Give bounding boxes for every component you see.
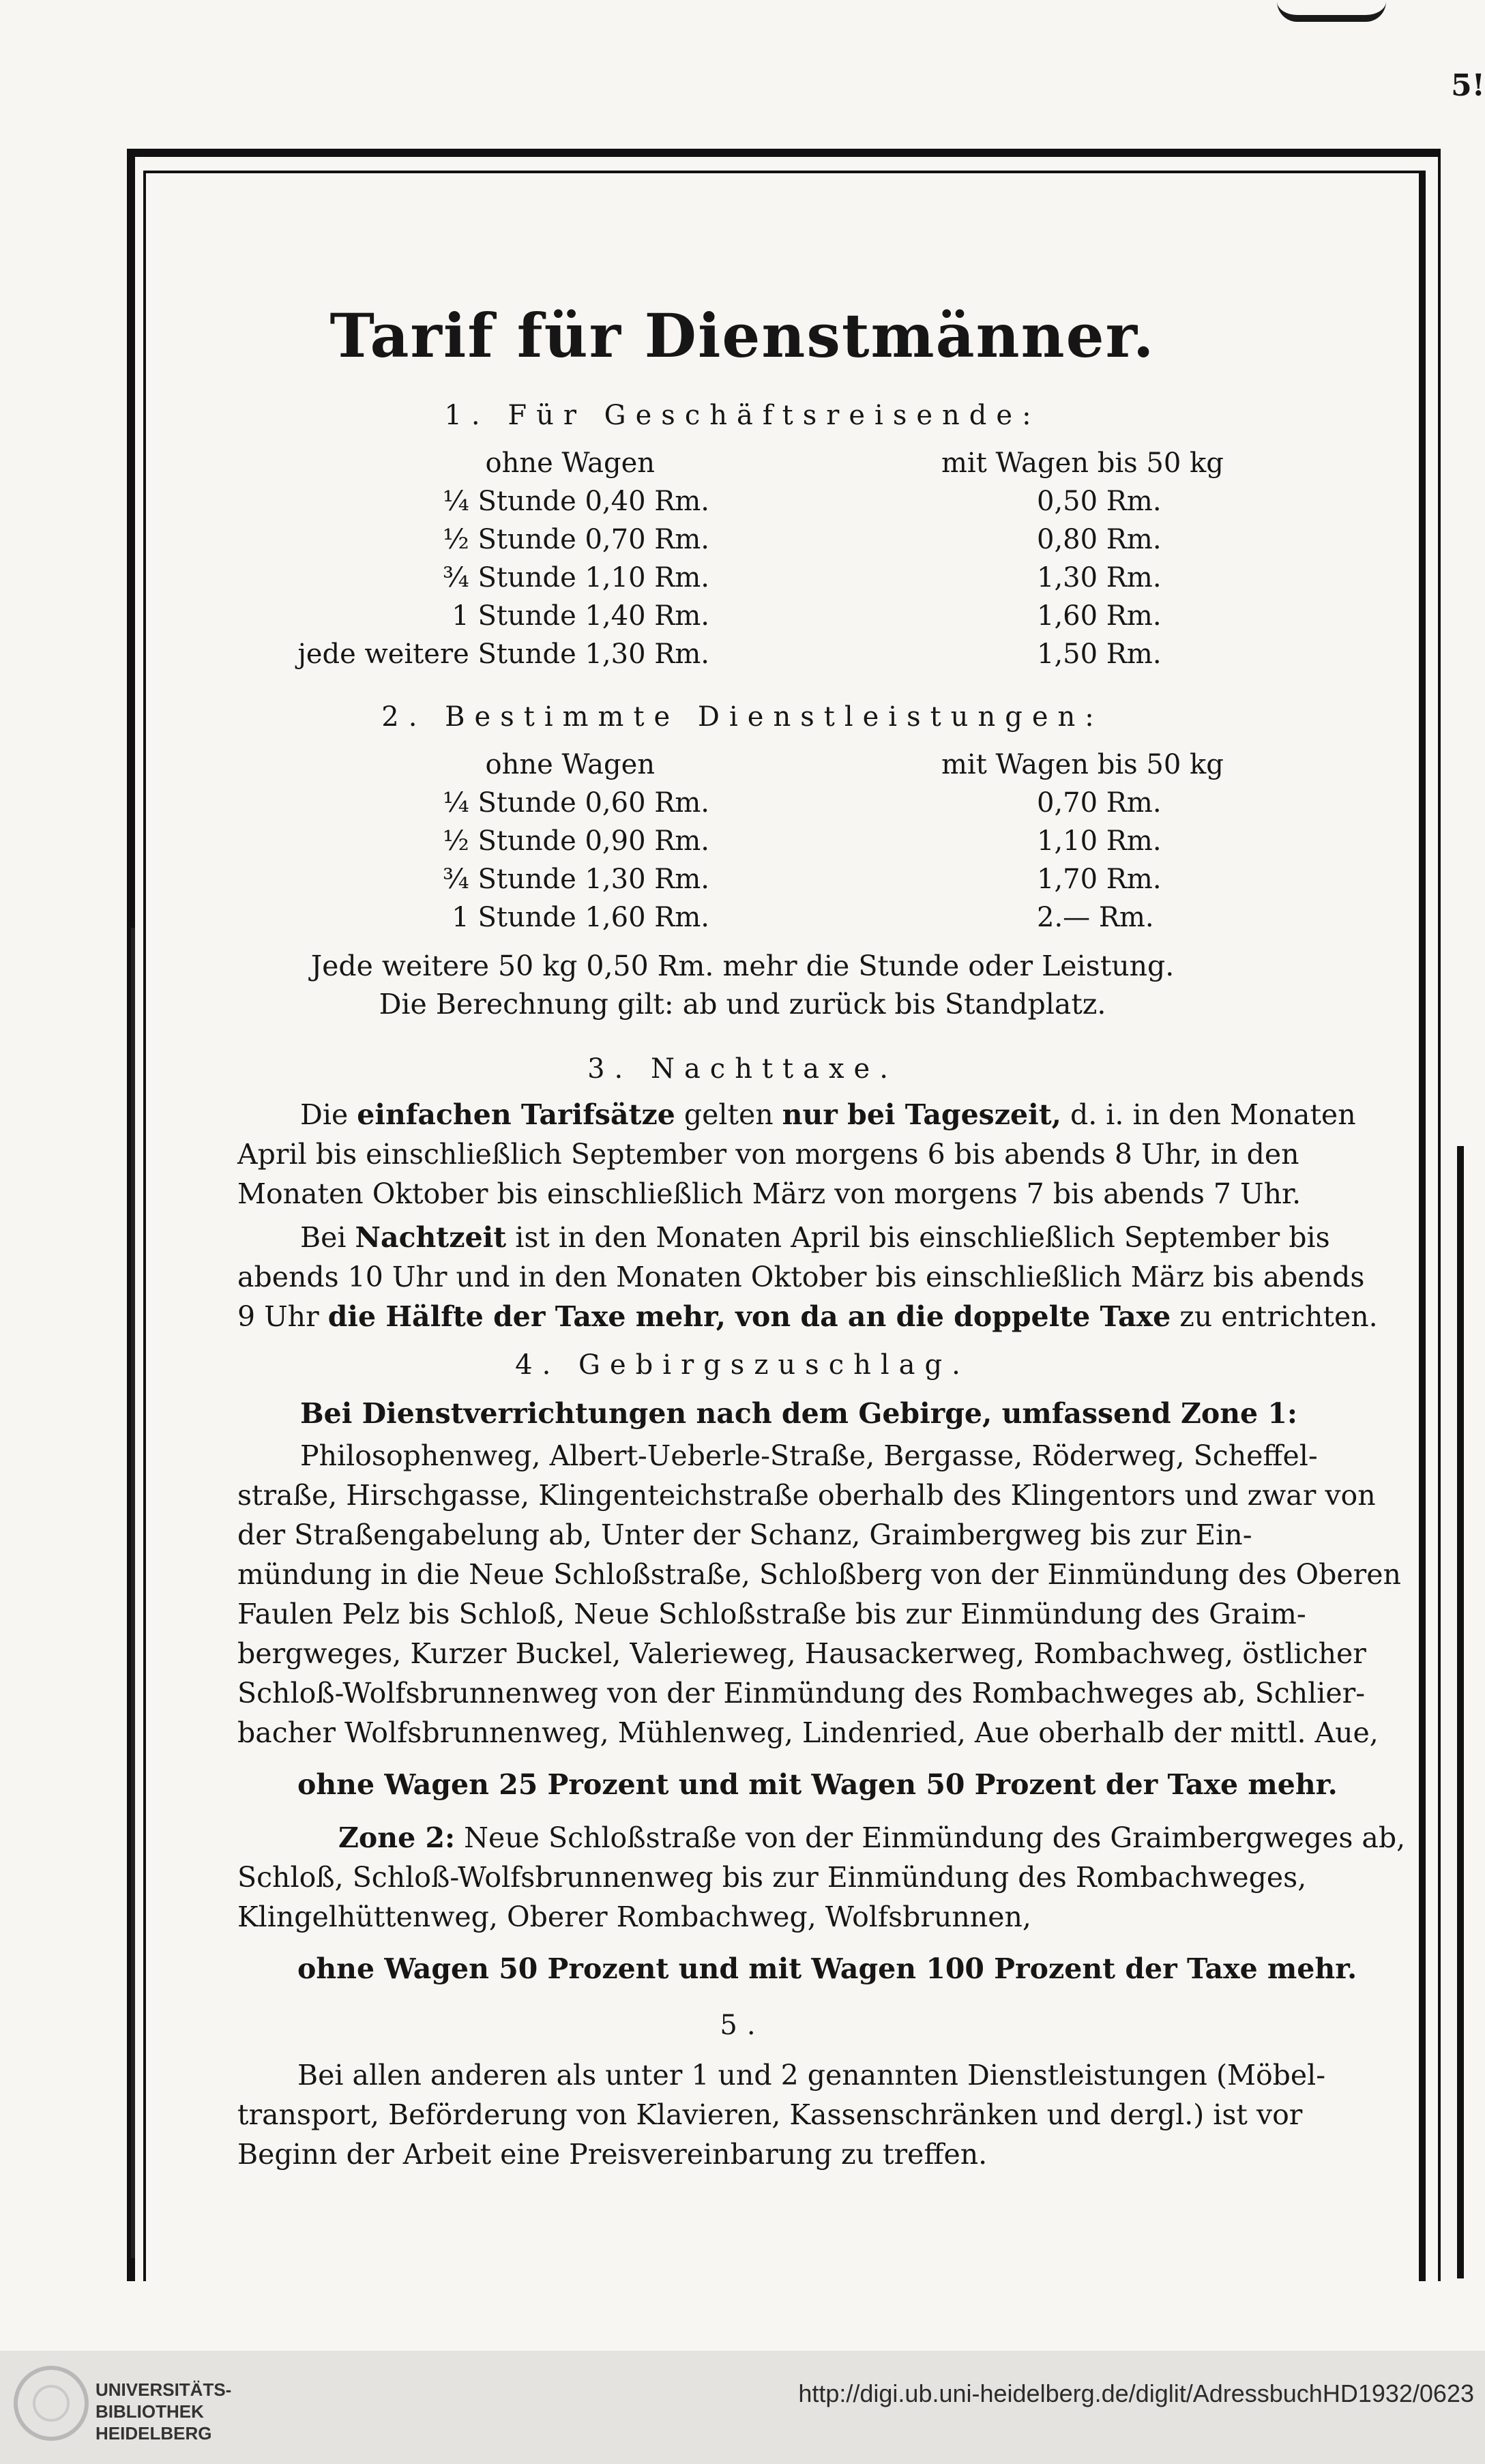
section2-row-right: 2.— Rm. bbox=[1037, 902, 1154, 933]
section1-row-left: jede weitere Stunde 1,30 Rm. bbox=[297, 639, 709, 670]
text-span: 9 Uhr bbox=[237, 1300, 328, 1333]
section2-row-left: ¼ Stunde 0,60 Rm. bbox=[442, 787, 709, 819]
section1-left-header: ohne Wagen bbox=[485, 448, 655, 479]
emphasis: Nachtzeit bbox=[355, 1221, 507, 1254]
zone1-surcharge: ohne Wagen 25 Prozent und mit Wagen 50 Prozent der Taxe mehr. bbox=[297, 1768, 1338, 1801]
section1-heading: 1. Für Geschäftsreisende: bbox=[444, 400, 1041, 431]
section1-row-right: 1,30 Rm. bbox=[1037, 562, 1162, 593]
section1-row-right: 0,80 Rm. bbox=[1037, 524, 1162, 555]
emphasis: einfachen Tarifsätze bbox=[357, 1098, 675, 1131]
text-span: zu entrichten. bbox=[1171, 1300, 1378, 1333]
section2-row-left: ½ Stunde 0,90 Rm. bbox=[442, 825, 709, 857]
section2-row-right: 1,70 Rm. bbox=[1037, 864, 1162, 895]
zone2-label: Zone 2: bbox=[338, 1821, 456, 1854]
section2-row-left: ¾ Stunde 1,30 Rm. bbox=[442, 864, 709, 895]
library-logo bbox=[14, 2366, 89, 2441]
paragraph-line: Monaten Oktober bis einschließlich März von morgens 7 bis abends 7 Uhr. bbox=[237, 1177, 1302, 1210]
zone1-line: mündung in die Neue Schloßstraße, Schloßberg von der Einmündung des Oberen bbox=[237, 1558, 1401, 1591]
page-number: 5! bbox=[1451, 68, 1485, 103]
section2-right-header: mit Wagen bis 50 kg bbox=[941, 749, 1224, 780]
zone1-line: Philosophenweg, Albert-Ueberle-Straße, Bergasse, Röderweg, Scheffel- bbox=[300, 1439, 1318, 1472]
section1-row-right: 1,50 Rm. bbox=[1037, 639, 1162, 670]
paragraph-line bbox=[338, 1821, 1405, 1854]
text-span: Bei bbox=[300, 1221, 355, 1254]
zone1-line: straße, Hirschgasse, Klingenteichstraße oberhalb des Klingentors und zwar von bbox=[237, 1479, 1376, 1512]
section2-row-right: 0,70 Rm. bbox=[1037, 787, 1162, 819]
section5-heading: 5. bbox=[720, 2010, 765, 2041]
section5-line: Bei allen anderen als unter 1 und 2 genannten Dienstleistungen (Möbel- bbox=[297, 2059, 1326, 2092]
section1-row-right: 1,60 Rm. bbox=[1037, 600, 1162, 632]
zone1-line: Faulen Pelz bis Schloß, Neue Schloßstraße bis zur Einmündung des Graim- bbox=[237, 1598, 1306, 1630]
section1-row-left: ¼ Stunde 0,40 Rm. bbox=[442, 486, 709, 517]
section3-heading: 3. Nachttaxe. bbox=[587, 1053, 898, 1085]
frame-right-bar bbox=[1457, 1146, 1464, 2278]
section1-row-left: 1 Stunde 1,40 Rm. bbox=[452, 600, 709, 632]
logo-text: UNIVERSITÄTS- bbox=[95, 2379, 232, 2400]
section2-note: Jede weitere 50 kg 0,50 Rm. mehr die Stunde oder Leistung. bbox=[310, 950, 1175, 982]
zone2-line: Klingelhüttenweg, Oberer Rombachweg, Wolfsbrunnen, bbox=[237, 1901, 1031, 1933]
text-span: Neue Schloßstraße von der Einmündung des Graimbergweges ab, bbox=[455, 1821, 1406, 1854]
logo-text: HEIDELBERG bbox=[95, 2423, 212, 2444]
paragraph-line: abends 10 Uhr und in den Monaten Oktober bis einschließlich März bis abends bbox=[237, 1261, 1365, 1293]
section5-line: transport, Beförderung von Klavieren, Kassenschränken und dergl.) ist vor bbox=[237, 2098, 1303, 2131]
emphasis: die Hälfte der Taxe mehr, von da an die doppelte Taxe bbox=[327, 1300, 1171, 1333]
section2-note: Die Berechnung gilt: ab und zurück bis Standplatz. bbox=[379, 988, 1106, 1021]
paragraph-line bbox=[300, 1221, 1330, 1254]
zone1-heading: Bei Dienstverrichtungen nach dem Gebirge, umfassend Zone 1: bbox=[300, 1397, 1298, 1430]
page-title: Tarif für Dienstmänner. bbox=[329, 300, 1156, 371]
corner-mark bbox=[1277, 0, 1386, 22]
text-span: d. i. in den Monaten bbox=[1061, 1098, 1356, 1131]
text-span: Die bbox=[300, 1098, 357, 1131]
emphasis: nur bei Tageszeit, bbox=[782, 1098, 1061, 1131]
section2-row-left: 1 Stunde 1,60 Rm. bbox=[452, 902, 709, 933]
zone2-line: Schloß, Schloß-Wolfsbrunnenweg bis zur Einmündung des Rombachweges, bbox=[237, 1861, 1307, 1894]
frame-left-bar bbox=[131, 928, 135, 2258]
zone1-line: Schloß-Wolfsbrunnenweg von der Einmündung des Rombachweges ab, Schlier- bbox=[237, 1677, 1366, 1710]
paragraph-line bbox=[300, 1098, 1356, 1131]
paragraph-line: April bis einschließlich September von morgens 6 bis abends 8 Uhr, in den bbox=[237, 1138, 1299, 1171]
zone1-line: bacher Wolfsbrunnenweg, Mühlenweg, Lindenried, Aue oberhalb der mittl. Aue, bbox=[237, 1716, 1379, 1749]
section1-row-left: ½ Stunde 0,70 Rm. bbox=[442, 524, 709, 555]
section1-row-right: 0,50 Rm. bbox=[1037, 486, 1162, 517]
section1-row-left: ¾ Stunde 1,10 Rm. bbox=[442, 562, 709, 593]
source-url[interactable]: http://digi.ub.uni-heidelberg.de/diglit/AdressbuchHD1932/0623 bbox=[798, 2379, 1474, 2407]
paragraph-line bbox=[237, 1300, 1378, 1333]
section2-row-right: 1,10 Rm. bbox=[1037, 825, 1162, 857]
section1-right-header: mit Wagen bis 50 kg bbox=[941, 448, 1224, 479]
section4-heading: 4. Gebirgszuschlag. bbox=[515, 1349, 970, 1381]
zone1-line: der Straßengabelung ab, Unter der Schanz, Graimbergweg bis zur Ein- bbox=[237, 1519, 1252, 1551]
logo-text: BIBLIOTHEK bbox=[95, 2401, 204, 2422]
zone1-line: bergweges, Kurzer Buckel, Valerieweg, Hausackerweg, Rombachweg, östlicher bbox=[237, 1637, 1366, 1670]
section5-line: Beginn der Arbeit eine Preisvereinbarung zu treffen. bbox=[237, 2138, 988, 2171]
zone2-surcharge: ohne Wagen 50 Prozent und mit Wagen 100 Prozent der Taxe mehr. bbox=[297, 1952, 1357, 1985]
section2-heading: 2. Bestimmte Dienstleistungen: bbox=[381, 701, 1104, 733]
text-span: gelten bbox=[675, 1098, 782, 1131]
logo-ring bbox=[33, 2385, 70, 2422]
section2-left-header: ohne Wagen bbox=[485, 749, 655, 780]
text-span: ist in den Monaten April bis einschließlich September bis bbox=[506, 1221, 1330, 1254]
